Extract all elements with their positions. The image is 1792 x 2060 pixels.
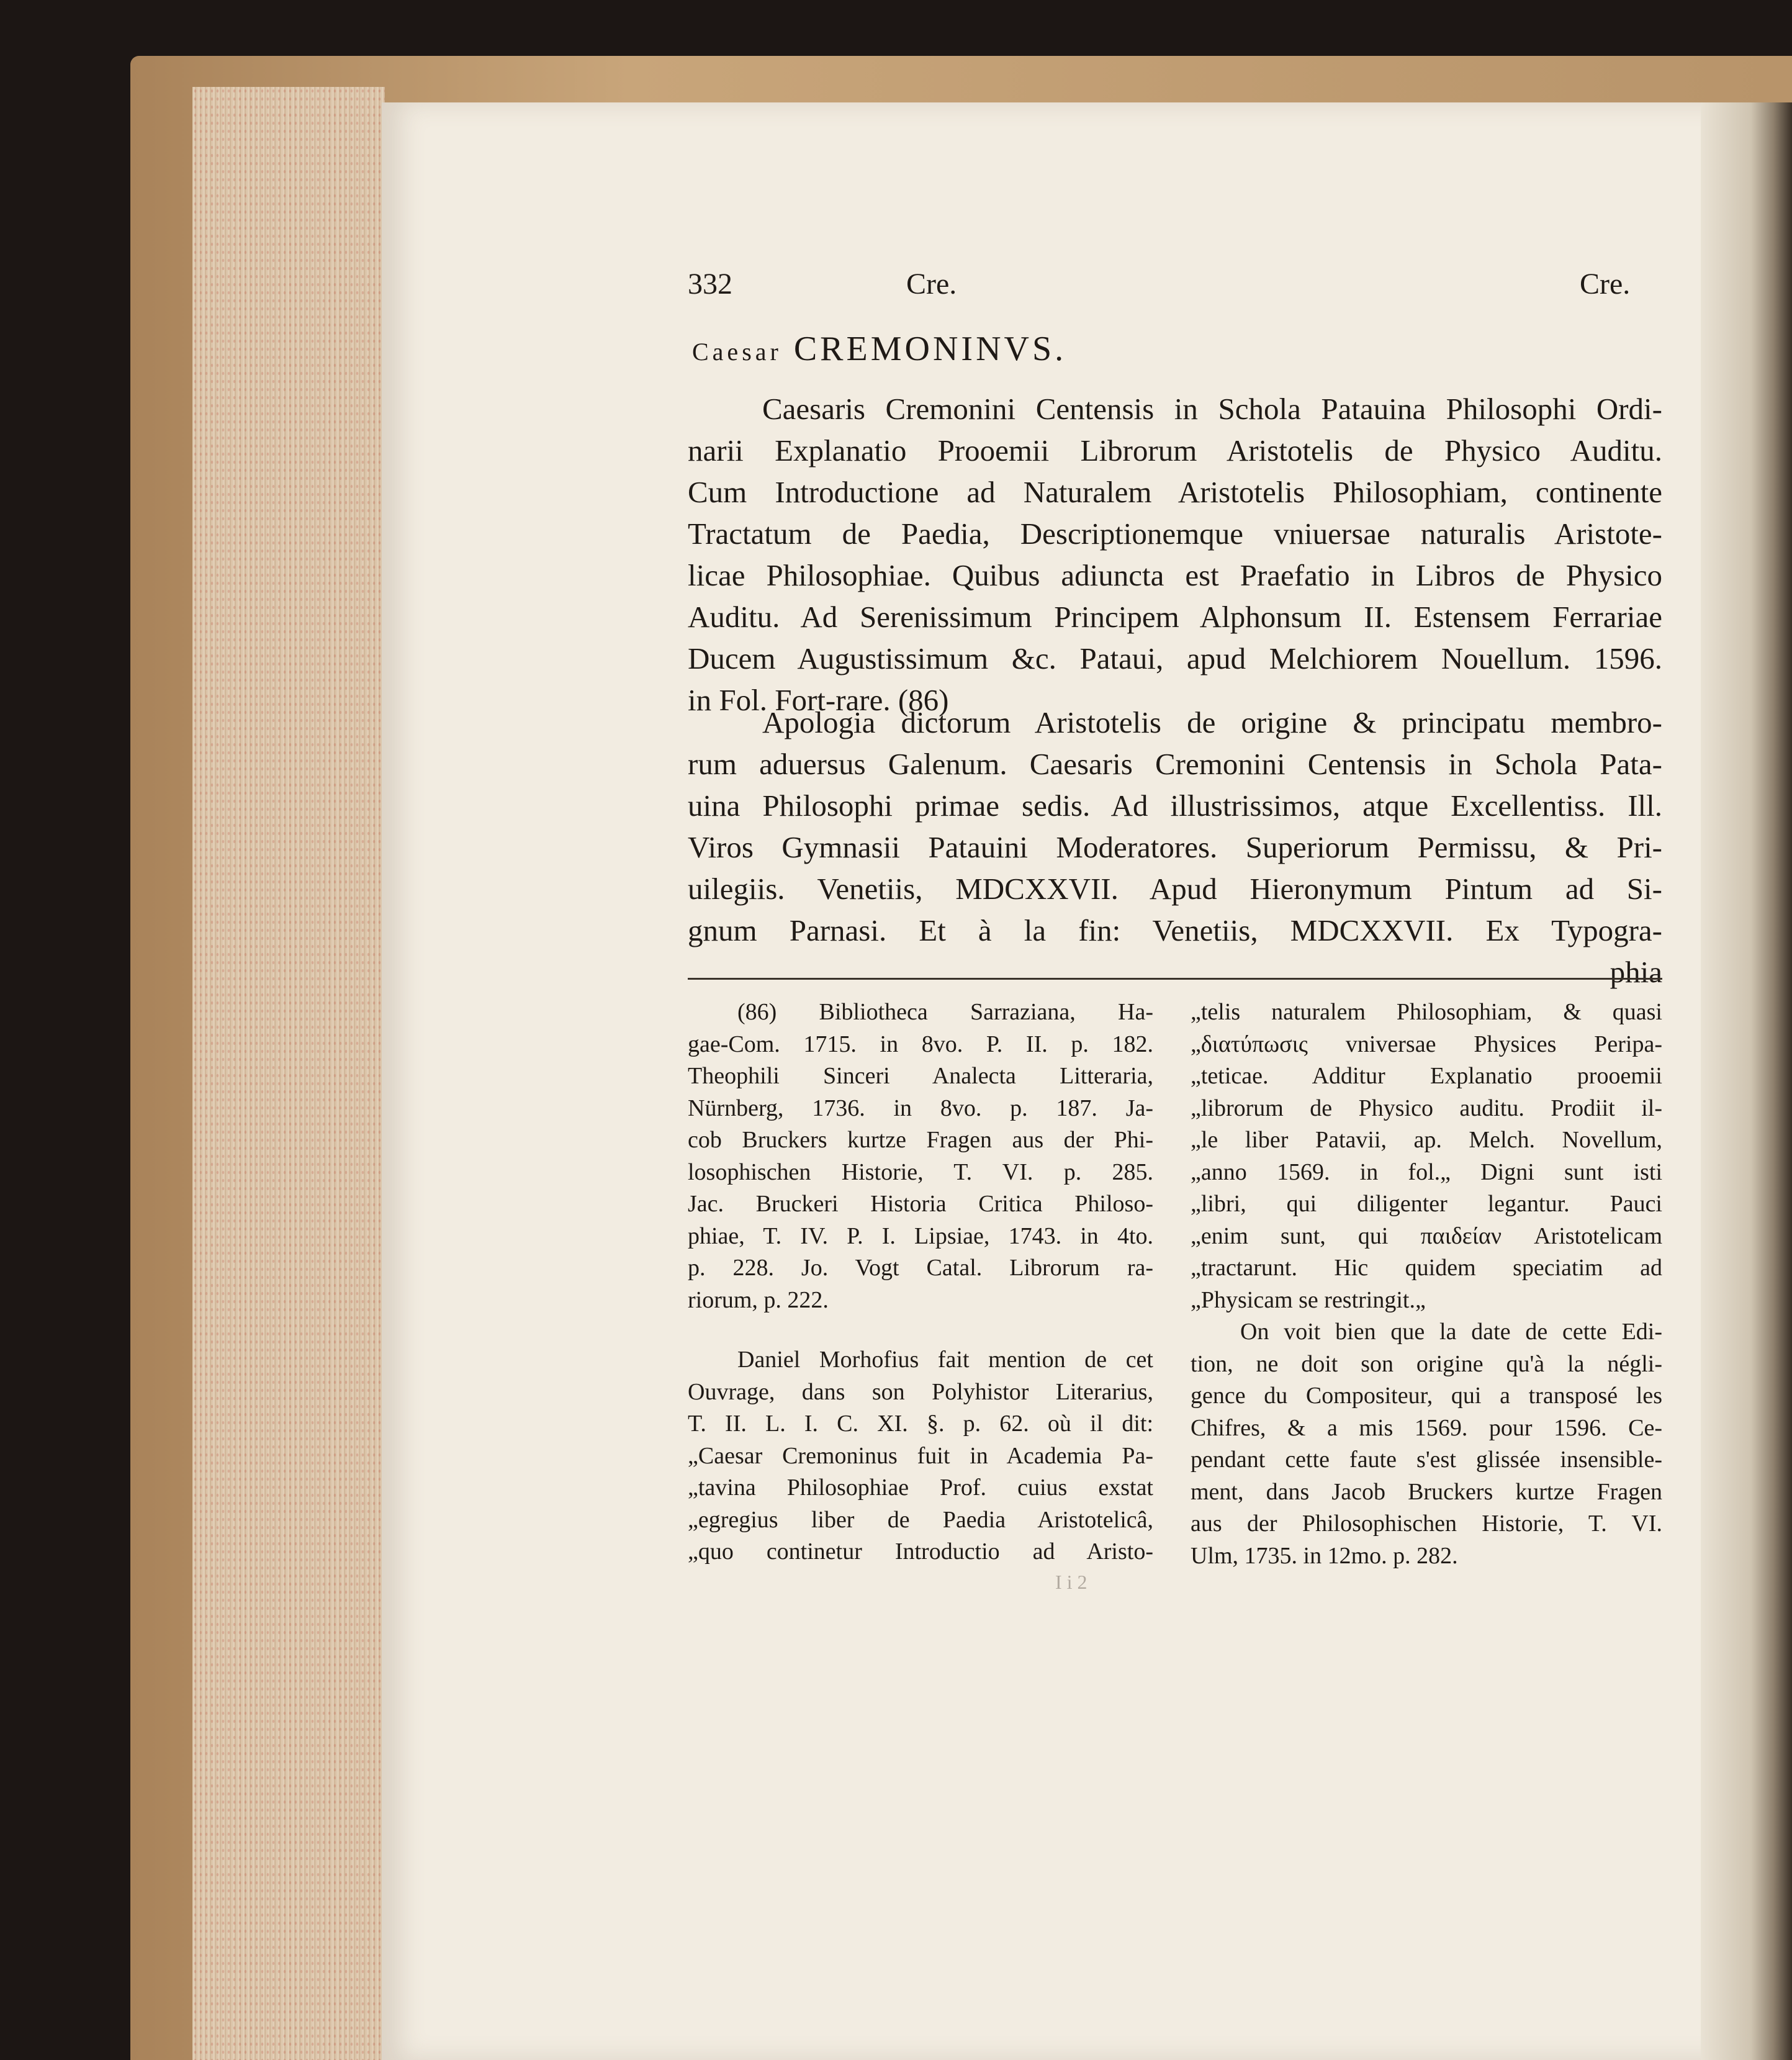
page-edge-speckle (192, 87, 385, 2060)
note-right-line: „enim sunt, qui παιδείαν Aristotelicam (1191, 1222, 1662, 1249)
entry-2 (688, 702, 1662, 993)
note-left-line: T. II. L. I. C. XI. §. p. 62. où il dit: (688, 1411, 1153, 1437)
entry-1-line: Tractatum de Paedia, Descriptionemque vniuersae naturalis Aristote- (688, 517, 1662, 551)
note-column-right (1191, 996, 1662, 1316)
note-left-line: p. 228. Jo. Vogt Catal. Librorum ra- (688, 1255, 1153, 1281)
note-right-line: „anno 1569. in fol.„ Digni sunt isti (1191, 1159, 1662, 1185)
entry-2-line: gnum Parnasi. Et à la fin: Venetiis, MDCXXVII. Ex Typogra- (688, 913, 1662, 947)
note-column-right-2 (1191, 1316, 1662, 1572)
note-right-line: ment, dans Jacob Bruckers kurtze Fragen (1191, 1478, 1662, 1505)
entry-1-line: Auditu. Ad Serenissimum Principem Alphonsum II. Estensem Ferrariae (688, 600, 1662, 634)
note-left-line: Theophili Sinceri Analecta Litteraria, (688, 1063, 1153, 1089)
note-left-line: gae-Com. 1715. in 8vo. P. II. p. 182. (688, 1031, 1153, 1057)
entry-1-line: Ducem Augustissimum &c. Pataui, apud Melchiorem Nouellum. 1596. (688, 641, 1662, 675)
entry-title-last: CREMONINVS. (793, 330, 1067, 368)
section-rule (688, 978, 1662, 980)
note-right-line: On voit bien que la date de cette Edi- (1240, 1319, 1662, 1345)
note-left-line: „quo continetur Introductio ad Aristo- (688, 1538, 1153, 1565)
note-right-line: Chifres, & a mis 1569. pour 1596. Ce- (1191, 1414, 1662, 1441)
note-right-line: aus der Philosophischen Historie, T. VI. (1191, 1511, 1662, 1537)
note-right-line: „le liber Patavii, ap. Melch. Novellum, (1191, 1127, 1662, 1153)
entry-2-line: phia (1610, 955, 1662, 989)
entry-1-line: Caesaris Cremonini Centensis in Schola Patauina Philosophi Ordi- (762, 392, 1662, 426)
note-left-line: „tavina Philosophiae Prof. cuius exstat (688, 1475, 1153, 1501)
running-head-right: Cre. (1580, 268, 1631, 300)
entry-2-line: uina Philosophi primae sedis. Ad illustrissimos, atque Excellentiss. Ill. (688, 788, 1662, 823)
entry-title (692, 329, 1066, 369)
note-left-line: (86) Bibliotheca Sarraziana, Ha- (737, 999, 1153, 1025)
note-column-left-2 (688, 1344, 1153, 1568)
entry-1-line: Cum Introductione ad Naturalem Aristotelis Philosophiam, continente (688, 475, 1662, 509)
entry-title-first: Caesar (692, 338, 782, 366)
note-right-line: „tractarunt. Hic quidem speciatim ad (1191, 1255, 1662, 1281)
note-left-line: losophischen Historie, T. VI. p. 285. (688, 1159, 1153, 1185)
signature-mark: I i 2 (1055, 1571, 1087, 1593)
note-right-line: „Physicam se restringit.„ (1191, 1286, 1426, 1313)
note-right-line: tion, ne doit son origine qu'à la négli- (1191, 1350, 1662, 1377)
note-column-left (688, 996, 1153, 1316)
note-right-line: „telis naturalem Philosophiam, & quasi (1191, 999, 1662, 1025)
entry-1-line: licae Philosophiae. Quibus adiuncta est Praefatio in Libros de Physico (688, 558, 1662, 592)
entry-1-line: narii Explanatio Prooemii Librorum Aristotelis de Physico Auditu. (688, 433, 1662, 468)
note-left-line: Daniel Morhofius fait mention de cet (737, 1347, 1153, 1373)
note-left-line: Ouvrage, dans son Polyhistor Literarius, (688, 1378, 1153, 1405)
note-left-line: „egregius liber de Paedia Aristotelicâ, (688, 1506, 1153, 1533)
entry-1-line: in Fol. Fort-rare. (86) (688, 683, 949, 717)
page-number: 332 (688, 268, 732, 300)
entry-2-line: rum aduersus Galenum. Caesaris Cremonini Centensis in Schola Pata- (688, 747, 1662, 781)
book-gutter (1701, 102, 1792, 2060)
note-right-line: „librorum de Physico auditu. Prodiit il- (1191, 1095, 1662, 1121)
running-head-left: Cre. (906, 268, 957, 300)
note-right-line: „libri, qui diligenter legantur. Pauci (1191, 1191, 1662, 1217)
entry-2-line: Apologia dictorum Aristotelis de origine & principatu membro- (762, 705, 1662, 739)
entry-1 (688, 388, 1662, 721)
note-left-line: phiae, T. IV. P. I. Lipsiae, 1743. in 4to. (688, 1222, 1153, 1249)
note-left-line: „Caesar Cremoninus fuit in Academia Pa- (688, 1442, 1153, 1469)
note-right-line: „teticae. Additur Explanatio prooemii (1191, 1063, 1662, 1089)
note-left-line: cob Bruckers kurtze Fragen aus der Phi- (688, 1127, 1153, 1153)
note-left-line: riorum, p. 222. (688, 1286, 829, 1313)
note-right-line: pendant cette faute s'est glissée insensible- (1191, 1447, 1662, 1473)
note-right-line: „διατύπωσις vniversae Physices Peripa- (1191, 1031, 1662, 1057)
note-left-line: Nürnberg, 1736. in 8vo. p. 187. Ja- (688, 1095, 1153, 1121)
entry-2-line: Viros Gymnasii Patauini Moderatores. Superiorum Permissu, & Pri- (688, 830, 1662, 864)
note-right-line: gence du Compositeur, qui a transposé les (1191, 1383, 1662, 1409)
note-right-line: Ulm, 1735. in 12mo. p. 282. (1191, 1542, 1458, 1569)
note-left-line: Jac. Bruckeri Historia Critica Philoso- (688, 1191, 1153, 1217)
entry-2-line: uilegiis. Venetiis, MDCXXVII. Apud Hieronymum Pintum ad Si- (688, 872, 1662, 906)
